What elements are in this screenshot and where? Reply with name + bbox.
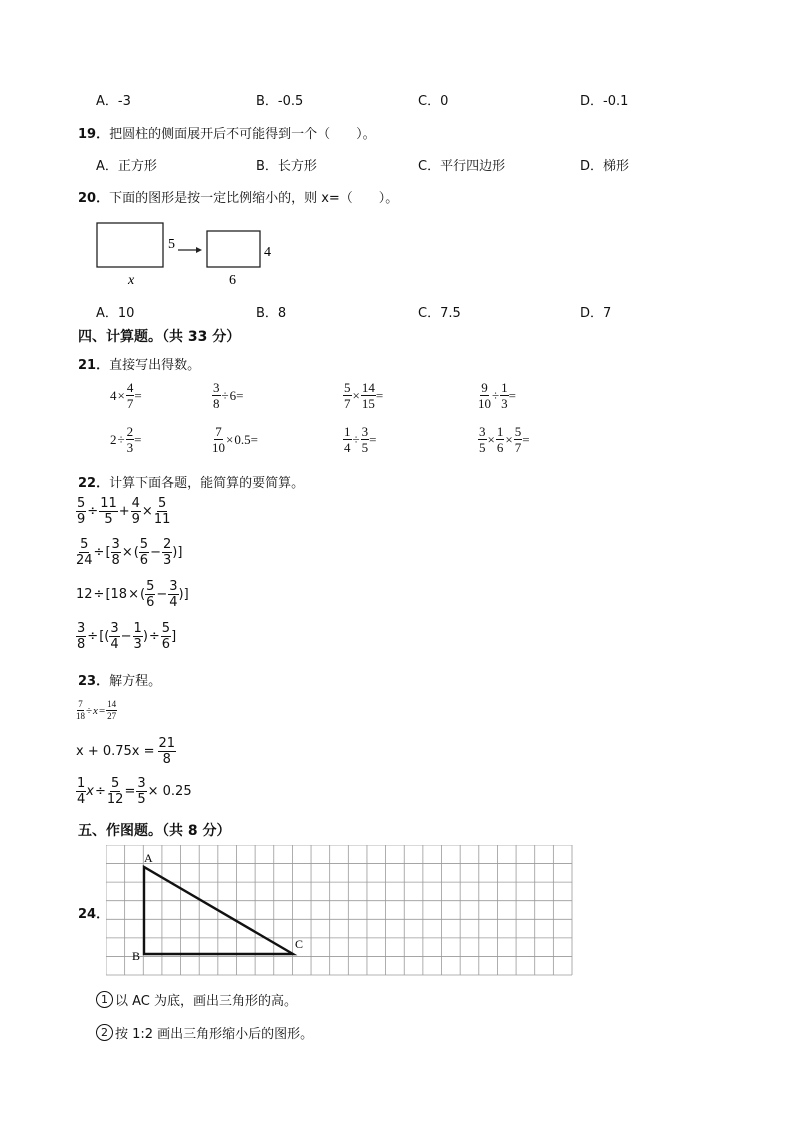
q20-option-c: C．7.5 xyxy=(418,306,461,321)
q20-figure xyxy=(90,218,290,290)
q23-question xyxy=(78,670,161,689)
q21-question xyxy=(78,354,200,373)
q21-expr-4: $\frac{9}{10}$ ÷ $\frac{1}{3}$ = xyxy=(478,380,516,411)
q21-number: 21． xyxy=(78,358,110,373)
section5-title: 五、作图题。（共 8 分） xyxy=(78,823,231,839)
q23-number: 23． xyxy=(78,674,110,689)
q18-option-d: D．-0.1 xyxy=(580,94,629,109)
q18-option-c: C．0 xyxy=(418,94,449,109)
q20-option-b: B．8 xyxy=(256,306,287,321)
q23-equation-2: x + 0.75x = $\frac{21}{8}$ xyxy=(76,736,176,767)
q22-question xyxy=(78,472,304,491)
vertex-c-label: C xyxy=(295,937,304,951)
vertex-b-label: B xyxy=(132,949,141,963)
q19-question xyxy=(78,123,376,142)
q18-option-b: B．-0.5 xyxy=(256,94,304,109)
q21-expr-3: $\frac{5}{7}$ × $\frac{14}{15}$ = xyxy=(344,380,384,411)
q21-expr-1: 4 × $\frac{4}{7}$ = xyxy=(110,380,142,411)
q19-option-a: A．正方形 xyxy=(96,159,157,174)
q20-number: 20． xyxy=(78,191,110,206)
q23-text: 解方程。 xyxy=(109,674,162,689)
q24-grid-figure xyxy=(106,845,574,977)
q21-expr-6: $\frac{7}{10}$ × 0.5 = xyxy=(212,424,258,455)
q21-expr-5: 2 ÷ $\frac{2}{3}$ = xyxy=(110,424,142,455)
big-rectangle xyxy=(97,223,163,267)
q20-question xyxy=(78,187,398,206)
vertex-a-label: A xyxy=(144,851,153,865)
q22-number: 22． xyxy=(78,476,110,491)
q22-expr-1: $\frac{5}{9}$ ÷ $\frac{11}{5}$ + $\frac{4}{9}$ × $\frac{5}{11}$ xyxy=(77,496,171,527)
small-bottom-label: 6 xyxy=(229,273,236,288)
q24-number: 24． xyxy=(78,907,110,922)
triangle-abc xyxy=(144,867,293,954)
q21-expr-8: $\frac{3}{5}$ × $\frac{1}{6}$ × $\frac{5}{7}$ = xyxy=(479,424,530,455)
arrow-head-icon xyxy=(196,247,202,253)
big-side-label: 5 xyxy=(168,237,175,252)
q19-option-c: C．平行四边形 xyxy=(418,159,506,174)
q24-task-2: 2 按 1:2 画出三角形缩小后的图形。 xyxy=(96,1023,313,1042)
q20-option-a: A．10 xyxy=(96,306,135,321)
q24-task-1: 1 以 AC 为底，画出三角形的高。 xyxy=(96,990,297,1009)
q23-equation-1: $\frac{7}{18}$ ÷ x = $\frac{14}{27}$ xyxy=(76,699,117,721)
big-bottom-label: x xyxy=(128,273,135,288)
q21-expr-7: $\frac{1}{4}$ ÷ $\frac{3}{5}$ = xyxy=(344,424,377,455)
q19-number: 19． xyxy=(78,127,110,142)
circled-number-1: 1 xyxy=(96,991,113,1008)
small-side-label: 4 xyxy=(264,245,271,260)
q20-text: 下面的图形是按一定比例缩小的，则 x=（ ）。 xyxy=(109,191,399,206)
q22-expr-4: $\frac{3}{8}$ ÷ [( $\frac{3}{4}$ − $\frac{1}{3}$ ) ÷ $\frac{5}{6}$ ] xyxy=(77,621,177,652)
circled-number-2: 2 xyxy=(96,1024,113,1041)
q19-option-b: B．长方形 xyxy=(256,159,317,174)
q23-equation-3: $\frac{1}{4}$ x ÷ $\frac{5}{12}$ = $\frac{3}{5}$ × 0.25 xyxy=(77,776,192,807)
q22-expr-3: 12 ÷ [18 × ( $\frac{5}{6}$ − $\frac{3}{4}$ )] xyxy=(76,579,189,610)
q21-text: 直接写出得数。 xyxy=(109,358,201,373)
q20-option-d: D．7 xyxy=(580,306,612,321)
q22-expr-2: $\frac{5}{24}$ ÷ [ $\frac{3}{8}$ × ( $\frac{5}{6}$ − $\frac{2}{3}$ )] xyxy=(76,537,183,568)
q19-text: 把圆柱的侧面展开后不可能得到一个（ ）。 xyxy=(109,127,376,142)
q21-expr-2: $\frac{3}{8}$ ÷ 6 = xyxy=(213,380,244,411)
q18-option-a: A．-3 xyxy=(96,94,131,109)
q19-option-d: D．梯形 xyxy=(580,159,630,174)
q22-text: 计算下面各题，能简算的要简算。 xyxy=(109,476,305,491)
small-rectangle xyxy=(207,231,260,267)
section4-title: 四、计算题。（共 33 分） xyxy=(78,329,241,345)
